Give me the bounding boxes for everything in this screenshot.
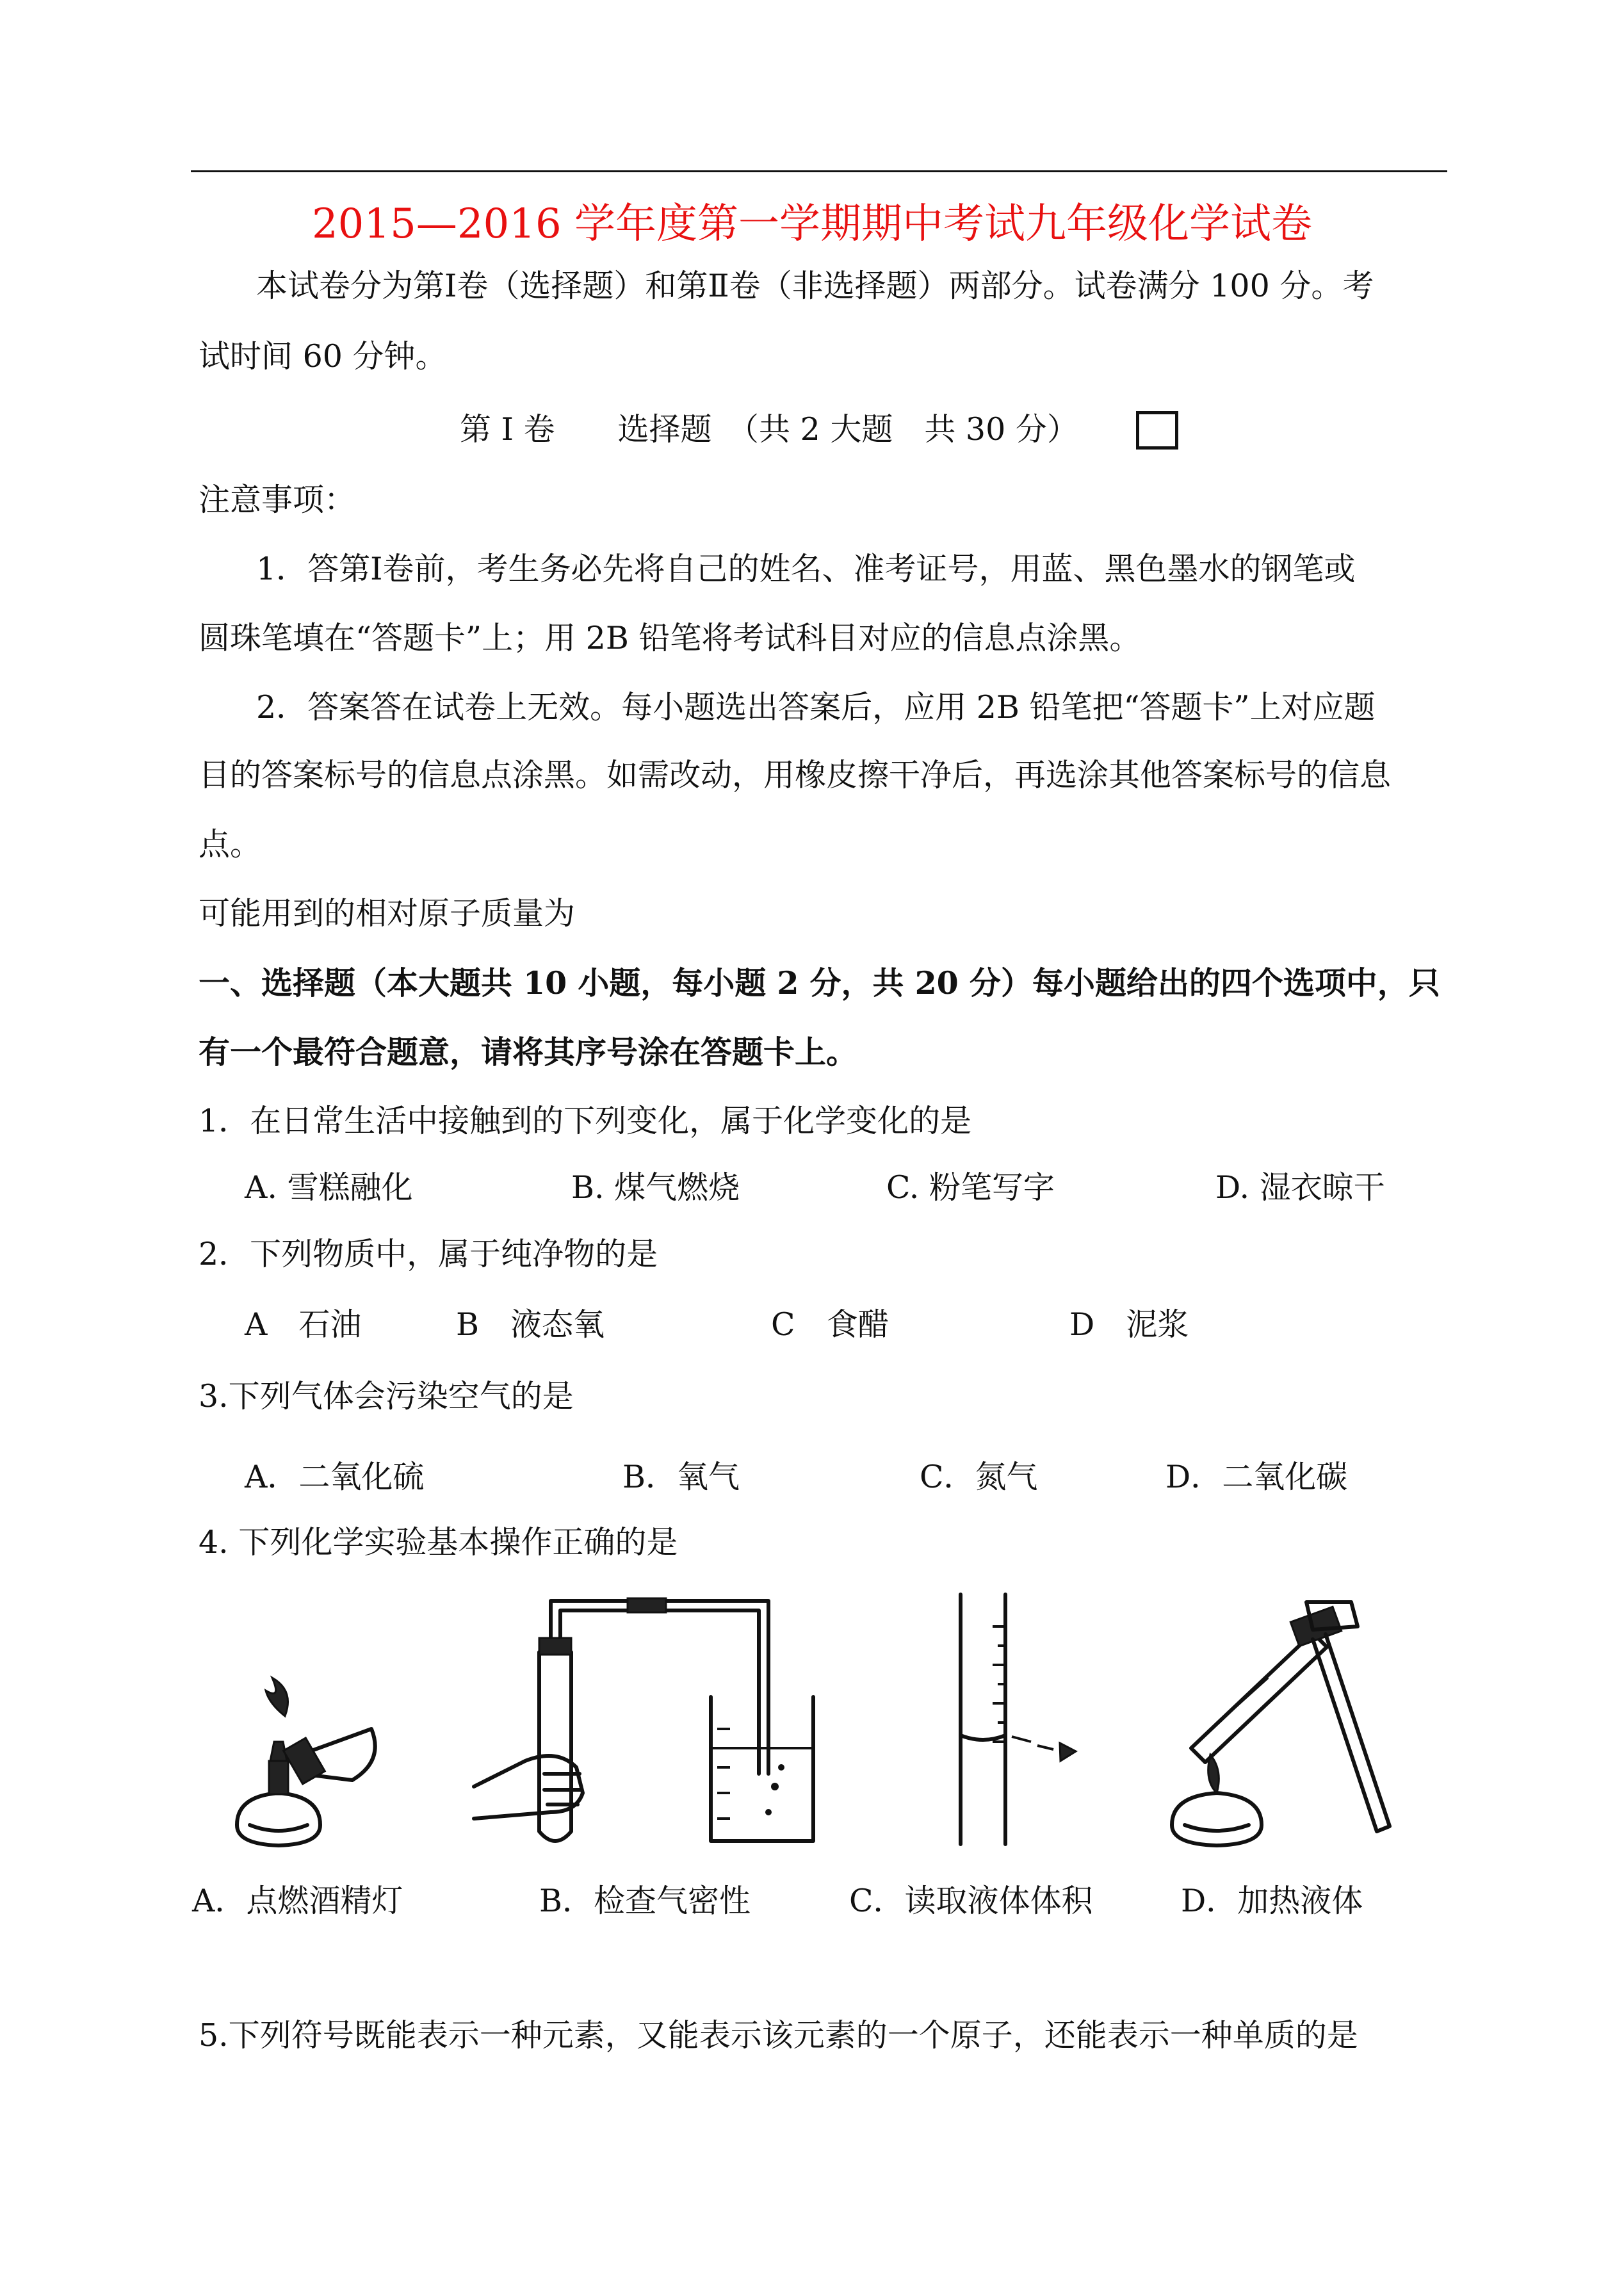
q4-option-b: B．检查气密性	[539, 1883, 751, 1919]
q4-option-a: A．点燃酒精灯	[192, 1883, 403, 1919]
notes-heading: 注意事项：	[199, 482, 356, 518]
top-rule	[191, 170, 1447, 172]
section-heading: 第 Ⅰ 卷 选择题 （共 2 大题 共 30 分）	[460, 411, 1078, 448]
figure-b-airtightness-check	[467, 1582, 826, 1857]
question-1-stem: 1．在日常生活中接触到的下列变化，属于化学变化的是	[199, 1103, 972, 1139]
part1-line-1: 一、选择题（本大题共 10 小题，每小题 2 分，共 20 分）每小题给出的四个选项中，只	[199, 964, 1440, 1002]
q3-option-c: C．氮气	[920, 1459, 1038, 1495]
part1-line-2: 有一个最符合题意，请将其序号涂在答题卡上。	[199, 1034, 858, 1071]
note-2-line-3: 点。	[199, 826, 262, 863]
note-2-line-2: 目的答案标号的信息点涂黑。如需改动，用橡皮擦干净后，再选涂其他答案标号的信息	[199, 757, 1392, 793]
note-1-line-2: 圆珠笔填在“答题卡”上；用 2B 铅笔将考试科目对应的信息点涂黑。	[199, 620, 1141, 656]
q1-option-a: A. 雪糕融化	[245, 1169, 413, 1206]
figure-a-lighting-lamp	[224, 1665, 391, 1857]
q1-option-c: C. 粉笔写字	[886, 1169, 1055, 1206]
q3-option-b: B．氧气	[622, 1459, 740, 1495]
q2-option-d: D 泥浆	[1069, 1306, 1189, 1343]
q3-option-a: A．二氧化硫	[245, 1459, 425, 1495]
q4-option-d: D．加热液体	[1181, 1883, 1363, 1919]
q2-option-b: B 液态氧	[456, 1306, 605, 1343]
question-5-stem: 5.下列符号既能表示一种元素，又能表示该元素的一个原子，还能表示一种单质的是	[199, 2017, 1358, 2054]
q1-option-d: D. 湿衣晾干	[1215, 1169, 1385, 1206]
q1-option-b: B. 煤气燃烧	[571, 1169, 740, 1206]
figure-d-heating-liquid	[1165, 1594, 1447, 1863]
question-4-stem: 4. 下列化学实验基本操作正确的是	[199, 1524, 678, 1561]
q2-option-c: C 食醋	[771, 1306, 889, 1343]
q3-option-d: D．二氧化碳	[1165, 1459, 1348, 1495]
score-box[interactable]	[1136, 411, 1178, 450]
exam-title: 2015—2016 学年度第一学期期中考试九年级化学试卷	[311, 200, 1313, 248]
intro-line-2: 试时间 60 分钟。	[199, 338, 447, 375]
intro-line-1: 本试卷分为第Ⅰ卷（选择题）和第Ⅱ卷（非选择题）两部分。试卷满分 100 分。考	[256, 268, 1374, 304]
figure-c-reading-volume	[909, 1588, 1114, 1857]
q2-option-a: A 石油	[245, 1306, 362, 1343]
question-2-stem: 2．下列物质中，属于纯净物的是	[199, 1236, 658, 1272]
question-3-stem: 3.下列气体会污染空气的是	[199, 1378, 574, 1415]
note-1-line-1: 1．答第Ⅰ卷前，考生务必先将自己的姓名、准考证号，用蓝、黑色墨水的钢笔或	[256, 551, 1356, 587]
q4-option-c: C．读取液体体积	[849, 1883, 1093, 1919]
atomic-mass-line: 可能用到的相对原子质量为	[199, 895, 576, 932]
note-2-line-1: 2．答案答在试卷上无效。每小题选出答案后，应用 2B 铅笔把“答题卡”上对应题	[256, 689, 1376, 726]
